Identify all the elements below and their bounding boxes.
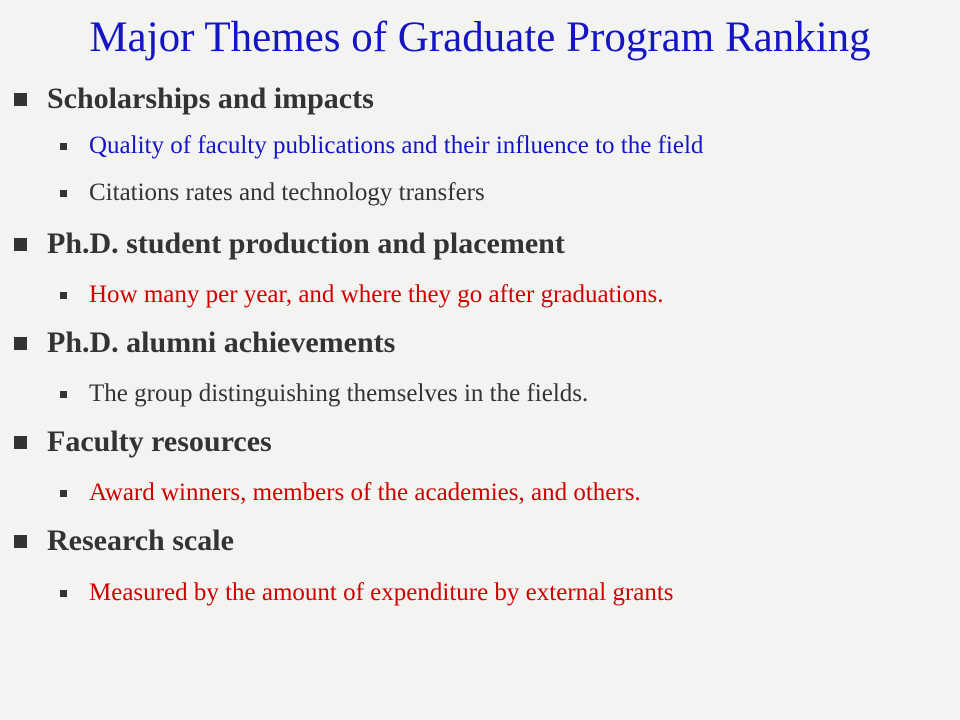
square-bullet-icon [60,292,67,299]
square-bullet-icon [60,190,67,197]
theme-heading-phd-alumni: Ph.D. alumni achievements [47,326,396,359]
theme-item-expenditure: Measured by the amount of expenditure by external grants [89,579,674,606]
square-bullet-icon [60,590,67,597]
theme-heading-research-scale: Research scale [47,524,234,557]
square-bullet-icon [14,238,27,251]
square-bullet-icon [14,337,27,350]
theme-heading-phd-production: Ph.D. student production and placement [47,227,565,260]
square-bullet-icon [14,535,27,548]
slide-title: Major Themes of Graduate Program Ranking [89,14,871,61]
square-bullet-icon [60,391,67,398]
square-bullet-icon [14,93,27,106]
theme-heading-scholarships: Scholarships and impacts [47,82,374,115]
theme-item-placement: How many per year, and where they go after graduations. [89,281,664,308]
theme-item-publications: Quality of faculty publications and their influence to the field [89,132,704,159]
theme-item-award-winners: Award winners, members of the academies, and others. [89,479,641,506]
theme-item-alumni-distinction: The group distinguishing themselves in the fields. [89,380,589,407]
square-bullet-icon [60,490,67,497]
theme-heading-faculty-resources: Faculty resources [47,425,272,458]
square-bullet-icon [14,436,27,449]
square-bullet-icon [60,143,67,150]
theme-item-citations: Citations rates and technology transfers [89,179,485,206]
